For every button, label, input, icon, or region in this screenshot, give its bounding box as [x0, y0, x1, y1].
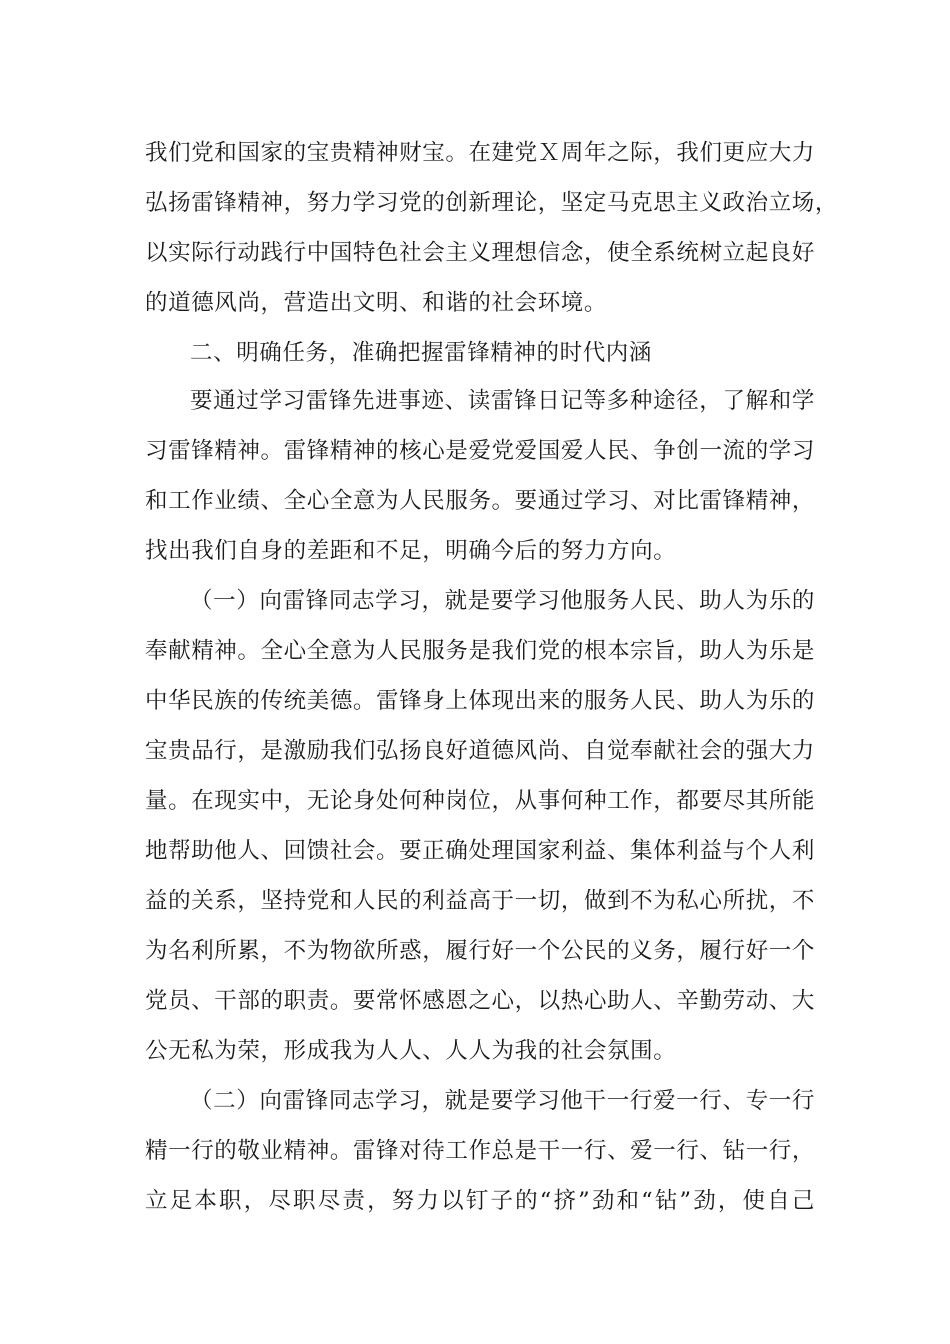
paragraph-1-line-3: 以实际行动践行中国特色社会主义理想信念，使全系统树立起良好	[145, 240, 815, 266]
paragraph-2-line-2: 习雷锋精神。雷锋精神的核心是爱党爱国爱人民、争创一流的学习	[145, 438, 815, 464]
paragraph-1-line-2: 弘扬雷锋精神，努力学习党的创新理论，坚定马克思主义政治立场，	[145, 190, 839, 216]
paragraph-3-line-9: 党员、干部的职责。要常怀感恩之心，以热心助人、辛勤劳动、大	[145, 988, 815, 1014]
paragraph-3-line-7: 益的关系，坚持党和人民的利益高于一切，做到不为私心所扰，不	[145, 888, 815, 914]
section-heading: 二、明确任务，准确把握雷锋精神的时代内涵	[190, 340, 653, 366]
paragraph-4-line-2: 精一行的敬业精神。雷锋对待工作总是干一行、爱一行、钻一行，	[145, 1138, 815, 1164]
paragraph-4-line-3: 立足本职，尽职尽责，努力以钉子的“挤”劲和“钻”劲，使自己	[145, 1188, 815, 1214]
paragraph-3-line-3: 中华民族的传统美德。雷锋身上体现出来的服务人民、助人为乐的	[145, 688, 815, 714]
paragraph-1-line-1: 我们党和国家的宝贵精神财宝。在建党Ｘ周年之际，我们更应大力	[145, 140, 815, 166]
paragraph-1-line-4: 的道德风尚，营造出文明、和谐的社会环境。	[145, 290, 608, 316]
paragraph-3-line-8: 为名利所累，不为物欲所惑，履行好一个公民的义务，履行好一个	[145, 938, 815, 964]
paragraph-3-line-4: 宝贵品行，是激励我们弘扬良好道德风尚、自觉奉献社会的强大力	[145, 738, 815, 764]
paragraph-3-line-5: 量。在现实中，无论身处何种岗位，从事何种工作，都要尽其所能	[145, 788, 815, 814]
paragraph-3-line-2: 奉献精神。全心全意为人民服务是我们党的根本宗旨，助人为乐是	[145, 638, 815, 664]
paragraph-2-line-3: 和工作业绩、全心全意为人民服务。要通过学习、对比雷锋精神，	[145, 488, 815, 514]
paragraph-4-line-1: （二）向雷锋同志学习，就是要学习他干一行爱一行、专一行	[190, 1088, 815, 1114]
paragraph-3-line-10: 公无私为荣，形成我为人人、人人为我的社会氛围。	[145, 1038, 677, 1064]
paragraph-3-line-1: （一）向雷锋同志学习，就是要学习他服务人民、助人为乐的	[190, 588, 815, 614]
paragraph-3-line-6: 地帮助他人、回馈社会。要正确处理国家利益、集体利益与个人利	[145, 838, 815, 864]
paragraph-2-line-4: 找出我们自身的差距和不足，明确今后的努力方向。	[145, 538, 677, 564]
paragraph-2-line-1: 要通过学习雷锋先进事迹、读雷锋日记等多种途径，了解和学	[190, 388, 815, 414]
